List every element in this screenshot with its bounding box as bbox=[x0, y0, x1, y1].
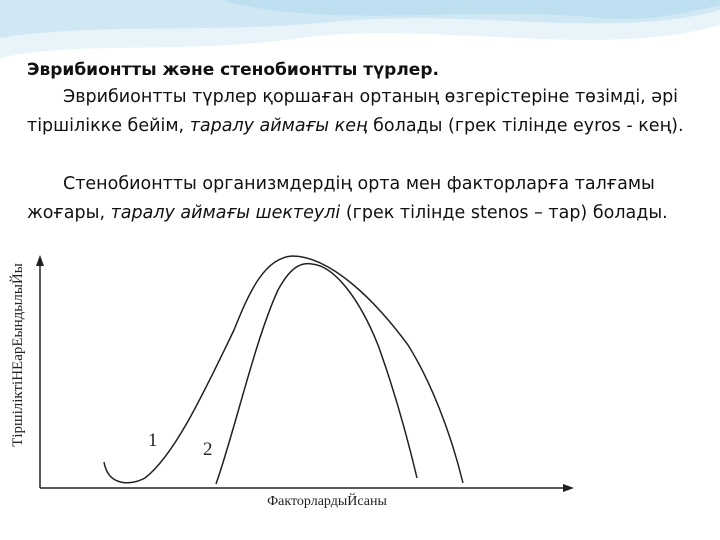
paragraph-text: болады (грек тілінде eyros - кең). bbox=[367, 115, 684, 136]
curve-2-stenobiont bbox=[216, 264, 417, 484]
tolerance-graph bbox=[0, 240, 720, 540]
x-axis-label: ФакторлардыЙсаны bbox=[267, 494, 387, 509]
paragraph-text: (грек тілінде stenos – тар) болады. bbox=[340, 202, 668, 223]
slide-title: Эврибионтты және стенобионтты түрлер. bbox=[27, 60, 439, 80]
paragraph-text: Стенобионтты организмдердің орта мен факторларға талғамы жоғары, bbox=[27, 174, 655, 223]
curve-1-label: 1 bbox=[148, 430, 158, 451]
y-axis-label: ТіршіліктіНЕарЕындылыЙы bbox=[10, 263, 26, 447]
paragraph-italic-text: таралу аймағы кең bbox=[189, 115, 368, 136]
paragraph-eurybiont bbox=[27, 83, 707, 140]
x-axis-arrowhead bbox=[563, 484, 574, 492]
y-axis-arrowhead bbox=[36, 255, 44, 266]
curve-2-label: 2 bbox=[203, 439, 213, 460]
paragraph-italic-text: таралу аймағы шектеулі bbox=[110, 202, 341, 223]
paragraph-stenobiont bbox=[27, 170, 707, 227]
paragraph-text: Эврибионтты түрлер қоршаған ортаның өзгерістеріне төзімді, әрі тіршілікке бейім, bbox=[27, 87, 679, 136]
